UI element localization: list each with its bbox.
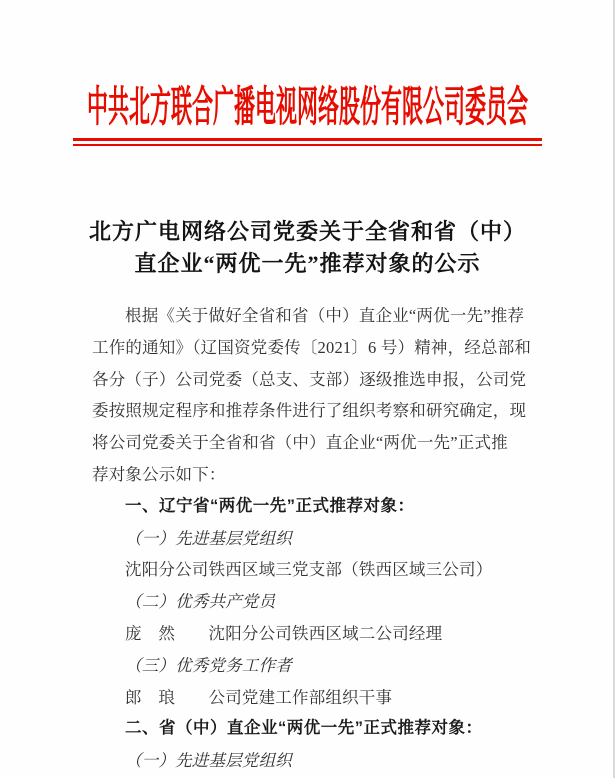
body-line: 荐对象公示如下：: [92, 464, 226, 484]
body-line: （二）优秀共产党员: [125, 592, 276, 612]
body-line: 沈阳分公司铁西区域三党支部（铁西区域三公司）: [125, 560, 493, 580]
body-line: 郎 琅 公司党建工作部组织干事: [125, 687, 393, 707]
red-divider-line: [73, 138, 542, 146]
document-body: [92, 300, 532, 777]
body-line: 二、省（中）直企业“两优一先”正式推荐对象：: [125, 719, 483, 738]
body-line: （三）优秀党务工作者: [125, 655, 292, 675]
body-line: 各分（子）公司党委（总支、支部）逐级推选申报，公司党: [92, 369, 527, 389]
body-line: 庞 然 沈阳分公司铁西区域二公司经理: [125, 623, 443, 643]
document-title-line-2: 直企业“两优一先”推荐对象的公示: [134, 251, 481, 276]
body-line: 一、辽宁省“两优一先”正式推荐对象：: [125, 496, 415, 515]
document-title-line-1: 北方广电网络公司党委关于全省和省（中）: [88, 219, 526, 244]
body-line: 委按照规定程序和推荐条件进行了组织考察和研究确定，现: [92, 401, 527, 421]
body-line: （一）先进基层党组织: [125, 751, 292, 771]
body-line: 将公司党委关于全省和省（中）直企业“两优一先”正式推: [92, 433, 508, 453]
body-line: （一）先进基层党组织: [125, 528, 292, 548]
body-line: 根据《关于做好全省和省（中）直企业“两优一先”推荐: [125, 306, 525, 325]
letterhead-title: 中共北方联合广播电视网络股份有限公司委员会: [87, 83, 528, 131]
body-line: 工作的通知》（辽国资党委传〔2021〕6 号）精神，经总部和: [92, 337, 532, 357]
document-title: [0, 216, 615, 280]
